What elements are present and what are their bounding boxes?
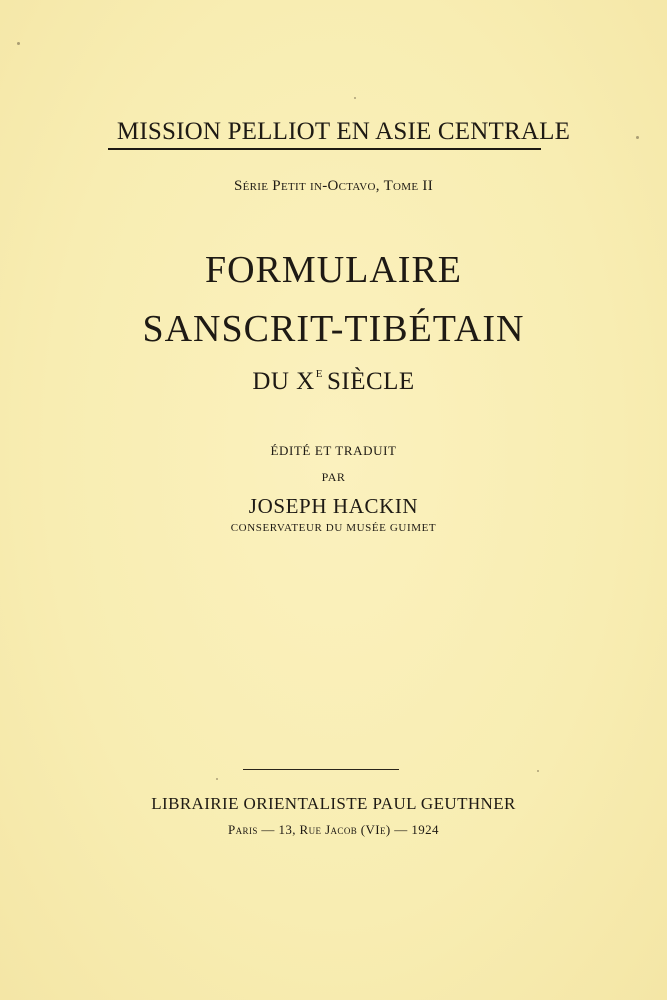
- book-title-line-3: [0, 368, 667, 396]
- paper-speck: [636, 136, 639, 139]
- paper-speck: [17, 42, 20, 45]
- paper-speck: [537, 770, 539, 772]
- series-underline-rule: [108, 148, 541, 150]
- paper-speck: [354, 97, 356, 99]
- paper-speck: [216, 778, 218, 780]
- series-subtitle: Série Petit in-Octavo, Tome II: [233, 178, 434, 194]
- publisher-name: LIBRAIRIE ORIENTALISTE PAUL GEUTHNER: [151, 794, 516, 813]
- title-line-3-superscript: E: [315, 368, 323, 380]
- edited-and-translated-label: ÉDITÉ ET TRADUIT: [270, 443, 397, 458]
- publisher-divider-rule: [243, 769, 399, 770]
- title-line-3-suffix: SIÈCLE: [326, 368, 415, 395]
- book-title-line-1: FORMULAIRE: [204, 249, 463, 291]
- author-role: CONSERVATEUR DU MUSÉE GUIMET: [230, 522, 437, 534]
- publisher-address: Paris — 13, Rue Jacob (VIe) — 1924: [228, 822, 439, 837]
- series-title: MISSION PELLIOT EN ASIE CENTRALE: [116, 118, 571, 145]
- book-title-line-2: SANSCRIT-TIBÉTAIN: [142, 308, 525, 350]
- author-name: JOSEPH HACKIN: [248, 494, 419, 518]
- par-label: PAR: [321, 470, 346, 484]
- title-line-3-prefix: DU X: [252, 368, 315, 395]
